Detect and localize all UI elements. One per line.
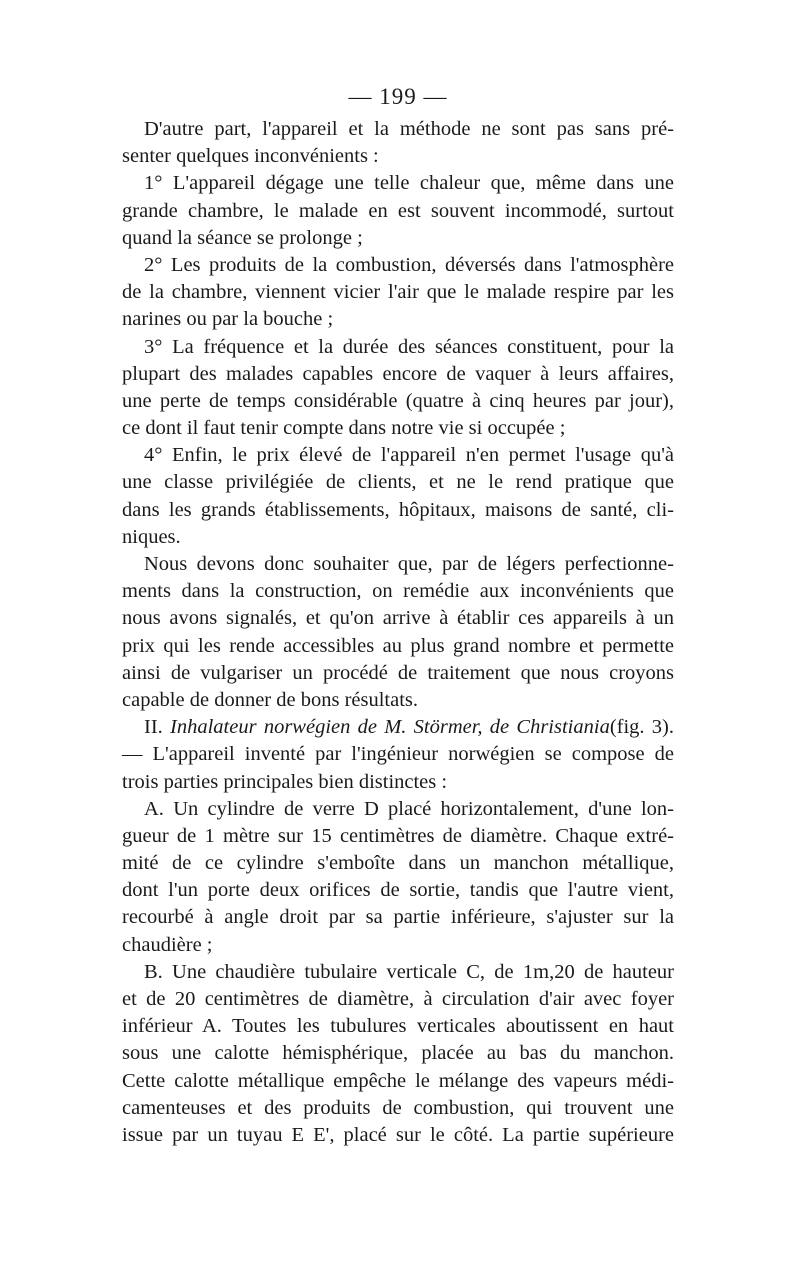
section-number: II. xyxy=(144,716,171,739)
text-line: ce dont il faut tenir compte dans notre vie si occupée ; xyxy=(122,417,566,440)
text-line: niques. xyxy=(122,525,181,548)
figure-reference: (fig. 3). xyxy=(609,716,674,739)
text-line: D'autre part, l'appareil et la méthode ne sont pas sans pré- xyxy=(144,118,674,140)
body-text xyxy=(122,116,674,1149)
text-line: une classe privilégiée de clients, et ne le rend pratique que xyxy=(122,471,674,494)
text-line: gueur de 1 mètre sur 15 centimètres de diamètre. Chaque extré- xyxy=(122,824,674,847)
text-line: une perte de temps considérable (quatre à cinq heures par jour), xyxy=(122,389,674,412)
text-line: 2° Les produits de la combustion, déversés dans l'atmosphère xyxy=(144,253,674,276)
text-line: 4° Enfin, le prix élevé de l'appareil n'en permet l'usage qu'à xyxy=(144,444,674,467)
text-line: 3° La fréquence et la durée des séances constituent, pour la xyxy=(144,335,674,358)
text-line: Nous devons donc souhaiter que, par de légers perfectionne- xyxy=(144,553,674,575)
text-line: sous une calotte hémisphérique, placée au bas du manchon. xyxy=(122,1042,674,1065)
page-number: — 199 — xyxy=(348,84,448,109)
text-line: recourbé à angle droit par sa partie inférieure, s'ajuster sur la xyxy=(122,906,674,929)
text-line: A. Un cylindre de verre D placé horizontalement, d'une lon- xyxy=(144,797,674,820)
text-line: dont l'un porte deux orifices de sortie, tandis que l'autre vient, xyxy=(122,879,674,902)
text-line: trois parties principales bien distinctes : xyxy=(122,770,448,793)
text-line: — L'appareil inventé par l'ingénieur norwégien se compose de xyxy=(122,743,674,766)
text-line: prix qui les rende accessibles au plus grand nombre et permette xyxy=(122,634,674,657)
text-line: B. Une chaudière tubulaire verticale C, de 1m,20 de hauteur xyxy=(144,960,674,983)
text-line: narines ou par la bouche ; xyxy=(122,308,334,331)
text-line: Cette calotte métallique empêche le mélange des vapeurs médi- xyxy=(122,1069,674,1092)
text-line: plupart des malades capables encore de vaquer à leurs affaires, xyxy=(122,362,674,385)
text-line: capable de donner de bons résultats. xyxy=(122,688,419,711)
text-line: et de 20 centimètres de diamètre, à circulation d'air avec foyer xyxy=(122,988,674,1010)
text-line: issue par un tuyau E E', placé sur le côté. La partie supérieure xyxy=(122,1123,674,1146)
text-line: quand la séance se prolonge ; xyxy=(122,226,363,249)
text-line: senter quelques inconvénients : xyxy=(122,145,379,168)
text-line: camenteuses et des produits de combustion, qui trouvent une xyxy=(122,1096,674,1119)
text-line: 1° L'appareil dégage une telle chaleur que, même dans une xyxy=(144,172,674,195)
text-line: mité de ce cylindre s'emboîte dans un manchon métallique, xyxy=(122,852,674,875)
text-line: dans les grands établissements, hôpitaux, maisons de santé, cli- xyxy=(122,498,674,521)
text-line: ainsi de vulgariser un procédé de traitement que nous croyons xyxy=(122,661,674,684)
text-line: de la chambre, viennent vicier l'air que le malade respire par les xyxy=(122,281,674,304)
text-line: grande chambre, le malade en est souvent incommodé, surtout xyxy=(122,199,674,222)
text-line: chaudière ; xyxy=(122,933,213,956)
section-heading-line xyxy=(122,714,674,741)
text-line: inférieur A. Toutes les tubulures verticales aboutissent en haut xyxy=(122,1015,674,1038)
text-line: nous avons signalés, et qu'on arrive à établir ces appareils à un xyxy=(122,607,674,630)
section-title: Inhalateur norwégien de M. Störmer, de Christiania xyxy=(170,716,610,739)
text-line: ments dans la construction, on remédie aux inconvénients que xyxy=(122,580,674,603)
book-page xyxy=(122,82,674,1149)
